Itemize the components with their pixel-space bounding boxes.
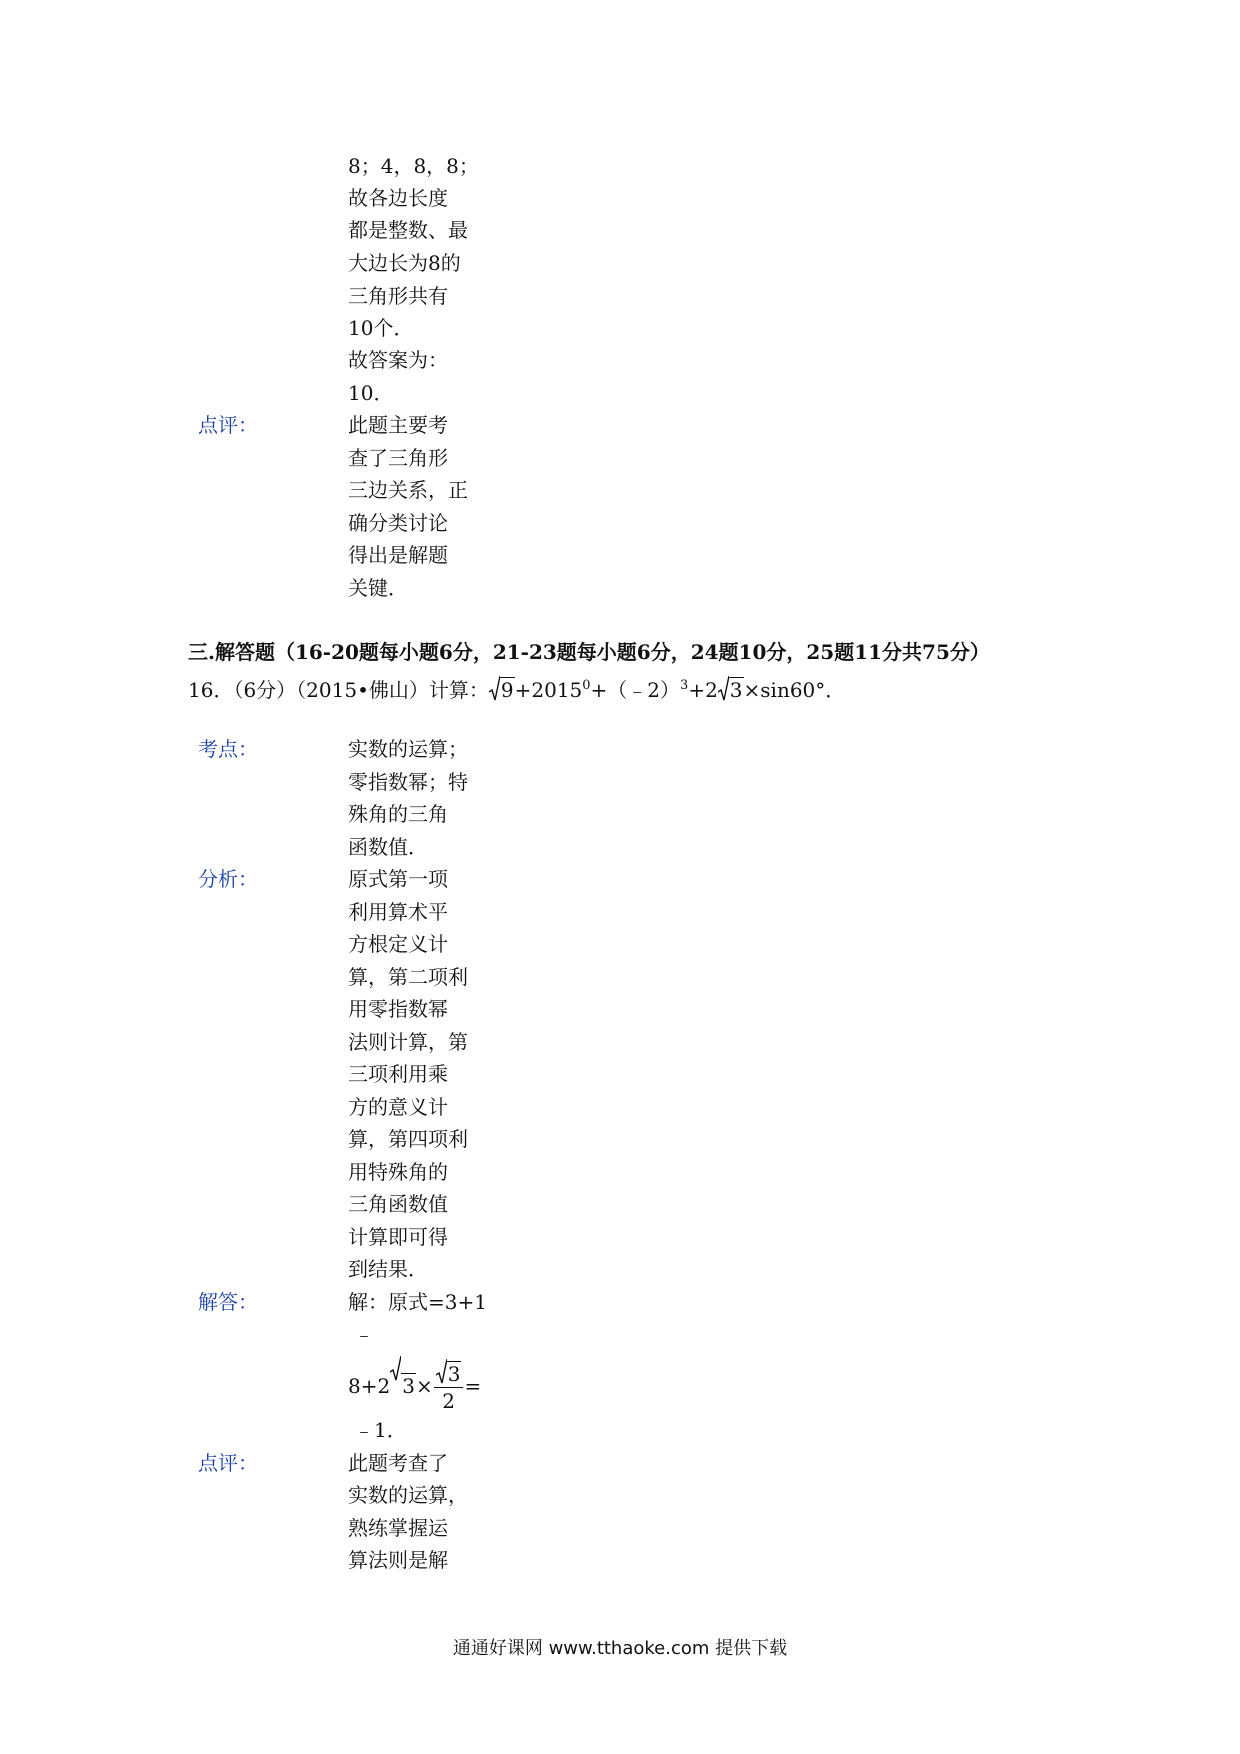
fenxi-line: 用零指数幂: [348, 997, 448, 1021]
fenxi-line: 用特殊角的: [348, 1160, 448, 1184]
answer-line: 10．: [348, 381, 394, 405]
comment-line: 得出是解题: [348, 543, 448, 567]
jieda-line: 解：原式=3+1: [348, 1290, 487, 1314]
comment-label: 点评：: [198, 1451, 258, 1475]
fenxi-line: 算，第二项利: [348, 965, 468, 989]
kaodian-line: 函数值．: [348, 835, 428, 859]
section-heading: 三.解答题（16-20题每小题6分，21-23题每小题6分，24题10分，25题11分共75分）: [188, 640, 990, 664]
kaodian-line: 殊角的三角: [348, 802, 448, 826]
fenxi-line: 法则计算，第: [348, 1030, 468, 1054]
jieda-line: ﹣1．: [354, 1418, 407, 1442]
answer-line: 故各边长度: [348, 186, 448, 210]
fenxi-label: 分析：: [198, 867, 258, 891]
jieda-expression: 8+2 3× $\frac{3}{2}$ =: [348, 1358, 481, 1414]
fenxi-line: 利用算术平: [348, 900, 448, 924]
comment-line: 此题主要考: [348, 413, 448, 437]
question-prefix: 16．（6分）（2015•佛山）计算：: [188, 678, 489, 702]
page-footer: 通通好课网 www.tthaoke.com 提供下载: [452, 1638, 788, 1659]
fraction-sqrt3-over-2: $\frac{3}{2}$: [434, 1361, 464, 1414]
fenxi-line: 算，第四项利: [348, 1127, 468, 1151]
comment-line: 三边关系，正: [348, 478, 468, 502]
comment-line: 算法则是解: [348, 1548, 448, 1572]
fenxi-line: 到结果．: [348, 1257, 428, 1281]
answer-line: 都是整数、最: [348, 218, 468, 242]
comment-line: 此题考查了: [348, 1451, 448, 1475]
answer-line: 故答案为：: [348, 348, 448, 372]
answer-line: 8；4，8，8；: [348, 154, 479, 178]
kaodian-label: 考点：: [198, 737, 258, 761]
question-16: 16．（6分）（2015•佛山）计算： $9+2015^0+(﹣2)^3+2$ 3×sin60°．: [188, 678, 846, 702]
sqrt-3: 3: [436, 1361, 462, 1387]
fenxi-line: 方根定义计: [348, 932, 448, 956]
comment-line: 确分类讨论: [348, 511, 448, 535]
fenxi-line: 原式第一项: [348, 867, 448, 891]
comment-line: 查了三角形: [348, 446, 448, 470]
fenxi-line: 方的意义计: [348, 1095, 448, 1119]
radical-icon: [489, 676, 500, 702]
fenxi-line: 计算即可得: [348, 1225, 448, 1249]
sqrt-3: 3: [718, 678, 744, 702]
answer-line: 大边长为8的: [348, 251, 461, 275]
fenxi-line: 三项利用乘: [348, 1062, 448, 1086]
sqrt-9: 9: [489, 678, 515, 702]
kaodian-line: 实数的运算；: [348, 737, 468, 761]
comment-line: 熟练掌握运: [348, 1516, 448, 1540]
answer-line: 三角形共有: [348, 284, 448, 308]
sqrt-3: 3: [390, 1358, 416, 1414]
radical-icon: [718, 676, 729, 702]
fenxi-line: 三角函数值: [348, 1192, 448, 1216]
radical-icon: [390, 1356, 401, 1382]
jieda-line: ﹣: [354, 1322, 374, 1346]
comment-line: 关键．: [348, 576, 408, 600]
kaodian-line: 零指数幂；特: [348, 770, 468, 794]
answer-line: 10个．: [348, 316, 414, 340]
comment-line: 实数的运算，: [348, 1483, 468, 1507]
comment-label: 点评：: [198, 413, 258, 437]
jieda-label: 解答：: [198, 1290, 258, 1314]
radical-icon: [436, 1359, 447, 1385]
